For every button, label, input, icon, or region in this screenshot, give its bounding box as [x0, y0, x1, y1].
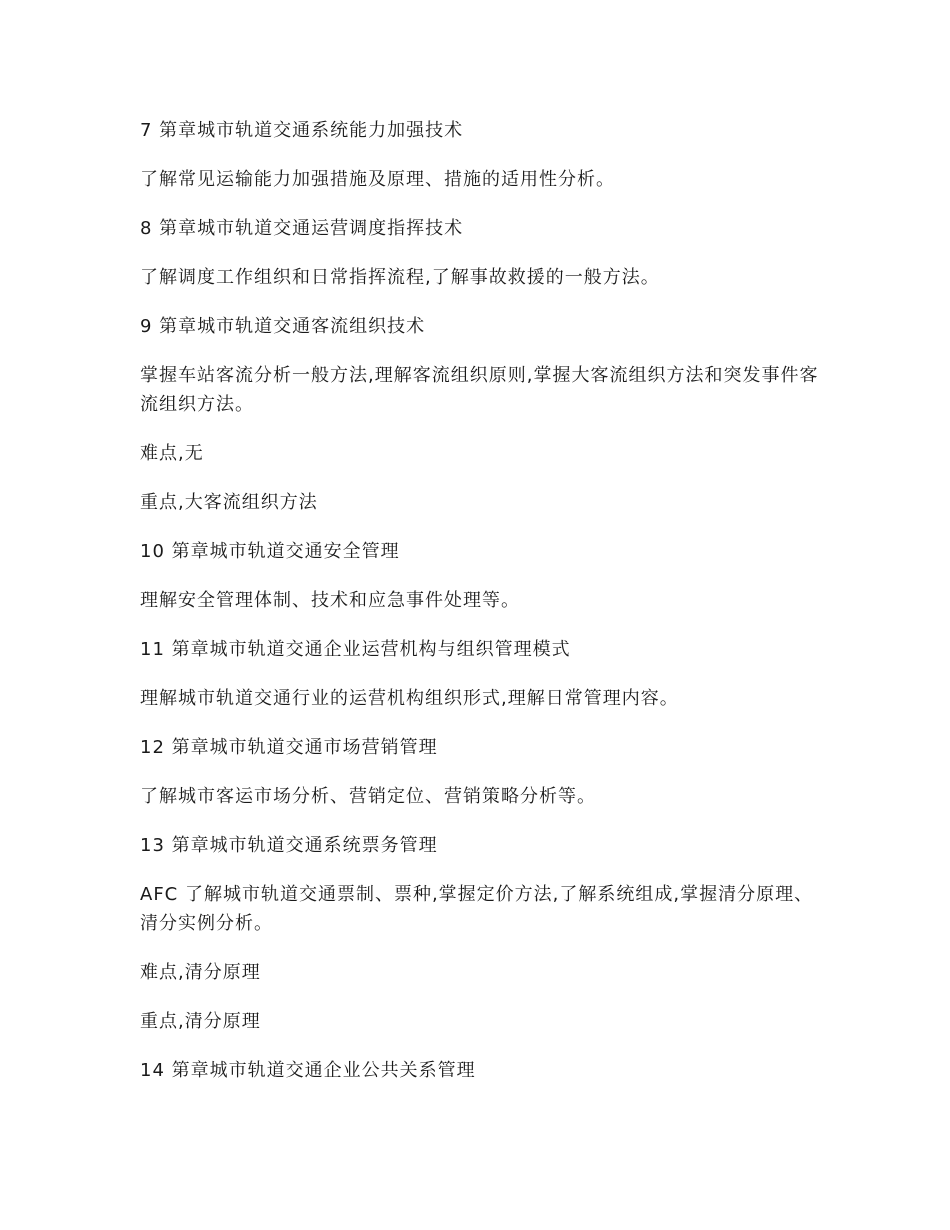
chapter-heading: 12 第章城市轨道交通市场营销管理 [140, 737, 438, 758]
chapter-description: 掌握车站客流分析一般方法,理解客流组织原则,掌握大客流组织方法和突发事件客流组织方法。 [140, 365, 819, 415]
difficulty-note: 难点,无 [140, 443, 204, 464]
chapter-description: 了解常见运输能力加强措施及原理、措施的适用性分析。 [140, 169, 615, 190]
chapter-description: 了解城市客运市场分析、营销定位、营销策略分析等。 [140, 786, 596, 807]
chapter-heading: 11 第章城市轨道交通企业运营机构与组织管理模式 [140, 639, 571, 660]
chapter-description: AFC 了解城市轨道交通票制、票种,掌握定价方法,了解系统组成,掌握清分原理、清分实例分析。 [140, 884, 814, 934]
difficulty-note: 难点,清分原理 [140, 962, 261, 983]
key-point-note: 重点,大客流组织方法 [140, 492, 318, 513]
chapter-heading: 8 第章城市轨道交通运营调度指挥技术 [140, 218, 464, 239]
chapter-description: 理解城市轨道交通行业的运营机构组织形式,理解日常管理内容。 [140, 688, 679, 709]
chapter-heading: 7 第章城市轨道交通系统能力加强技术 [140, 120, 464, 141]
chapter-heading: 9 第章城市轨道交通客流组织技术 [140, 316, 426, 337]
document-page [140, 116, 820, 1105]
chapter-heading: 13 第章城市轨道交通系统票务管理 [140, 835, 438, 856]
chapter-description: 了解调度工作组织和日常指挥流程,了解事故救援的一般方法。 [140, 267, 660, 288]
chapter-heading: 14 第章城市轨道交通企业公共关系管理 [140, 1060, 476, 1081]
chapter-heading: 10 第章城市轨道交通安全管理 [140, 541, 400, 562]
key-point-note: 重点,清分原理 [140, 1011, 261, 1032]
chapter-description: 理解安全管理体制、技术和应急事件处理等。 [140, 590, 520, 611]
